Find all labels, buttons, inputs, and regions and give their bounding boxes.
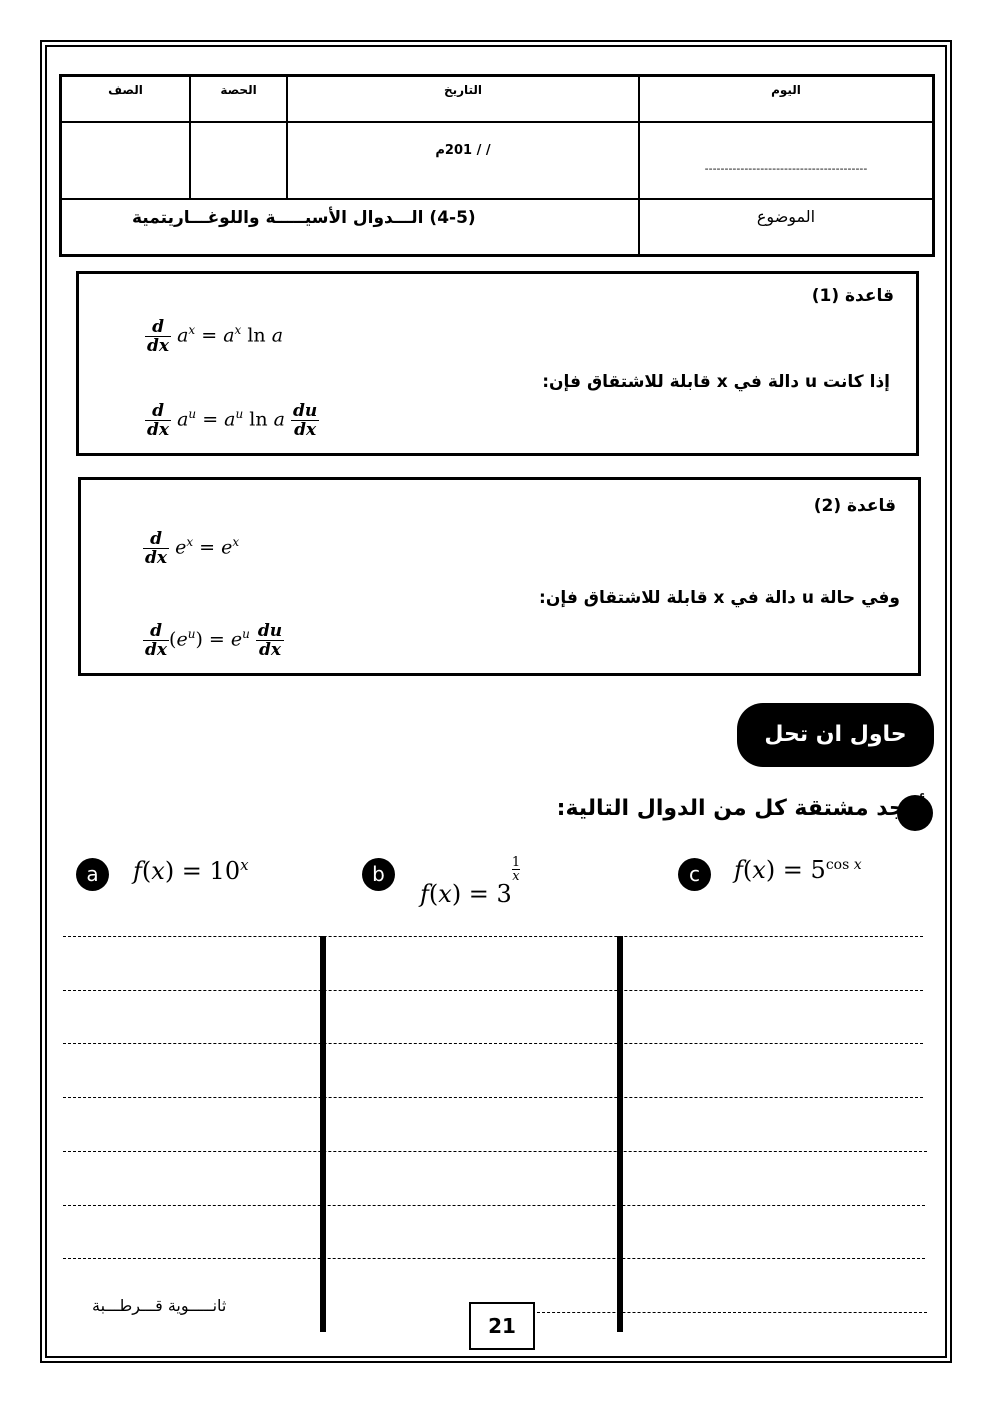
day-label: اليوم xyxy=(771,83,801,97)
rule-1-title: قاعدة (1) xyxy=(811,286,894,306)
item-b-function: f(x) = 3 $\frac{1}{x}$ xyxy=(420,855,521,908)
rule-box-2 xyxy=(78,477,921,676)
answer-column-divider xyxy=(617,936,623,1332)
rule-2-title: قاعدة (2) xyxy=(813,496,896,516)
day-value: ----------------------------------------- xyxy=(704,162,868,175)
answer-column-divider xyxy=(320,936,326,1332)
item-a-function: $f(x) = 10^x$ xyxy=(133,856,249,885)
item-c-badge: c xyxy=(678,858,711,891)
answer-line xyxy=(63,1097,923,1098)
date-value: / / 201م xyxy=(435,143,491,158)
exercise-instruction: أوجد مشتقة كل من الدوال التالية: xyxy=(556,796,926,821)
rule-2-formula-2: $\frac{d}{dx}$ $(e^u) = e^u$ $\frac{du}{dx}$ xyxy=(145,621,283,660)
rule-2-condition: وفي حالة u دالة في x قابلة للاشتقاق فإن: xyxy=(539,588,900,608)
period-label: الحصة xyxy=(220,83,257,97)
answer-line xyxy=(537,1312,927,1313)
item-b-badge: b xyxy=(362,858,395,891)
header-rule xyxy=(62,121,932,123)
subject-title: (4-5) الـــدوال الأسيـــــة واللوغـــاريتمية xyxy=(132,208,476,228)
rule-box-1 xyxy=(76,271,919,456)
header-rule xyxy=(62,198,932,200)
school-name: ثانـــــوية قـــرطـــبة xyxy=(92,1296,227,1315)
rule-2-formula-1: $\frac{d}{dx}$ $e^x = e^x$ xyxy=(145,529,240,568)
answer-line xyxy=(63,1258,925,1259)
item-a-badge: a xyxy=(76,858,109,891)
answer-line xyxy=(63,990,923,991)
page-number: 21 xyxy=(469,1302,535,1350)
rule-1-condition: إذا كانت u دالة في x قابلة للاشتقاق فإن: xyxy=(542,372,890,392)
header-table xyxy=(59,74,935,257)
try-to-solve-banner: حاول ان تحل xyxy=(737,703,934,767)
subject-label: الموضوع xyxy=(756,207,816,226)
answer-line xyxy=(63,1043,923,1044)
answer-line xyxy=(63,1151,927,1152)
answer-line xyxy=(63,1205,925,1206)
rule-1-formula-2: $\frac{d}{dx}$ $a^u = a^u$ ln a $\frac{du}{dx}$ xyxy=(147,401,318,440)
item-c-function: $f(x) = 5^{cos x}$ xyxy=(734,856,862,884)
answer-line xyxy=(63,936,923,937)
rule-1-formula-1: $\frac{d}{dx}$ $a^x = a^x$ ln a xyxy=(147,317,284,356)
class-label: الصف xyxy=(108,83,143,97)
date-label: التاريخ xyxy=(443,83,483,97)
